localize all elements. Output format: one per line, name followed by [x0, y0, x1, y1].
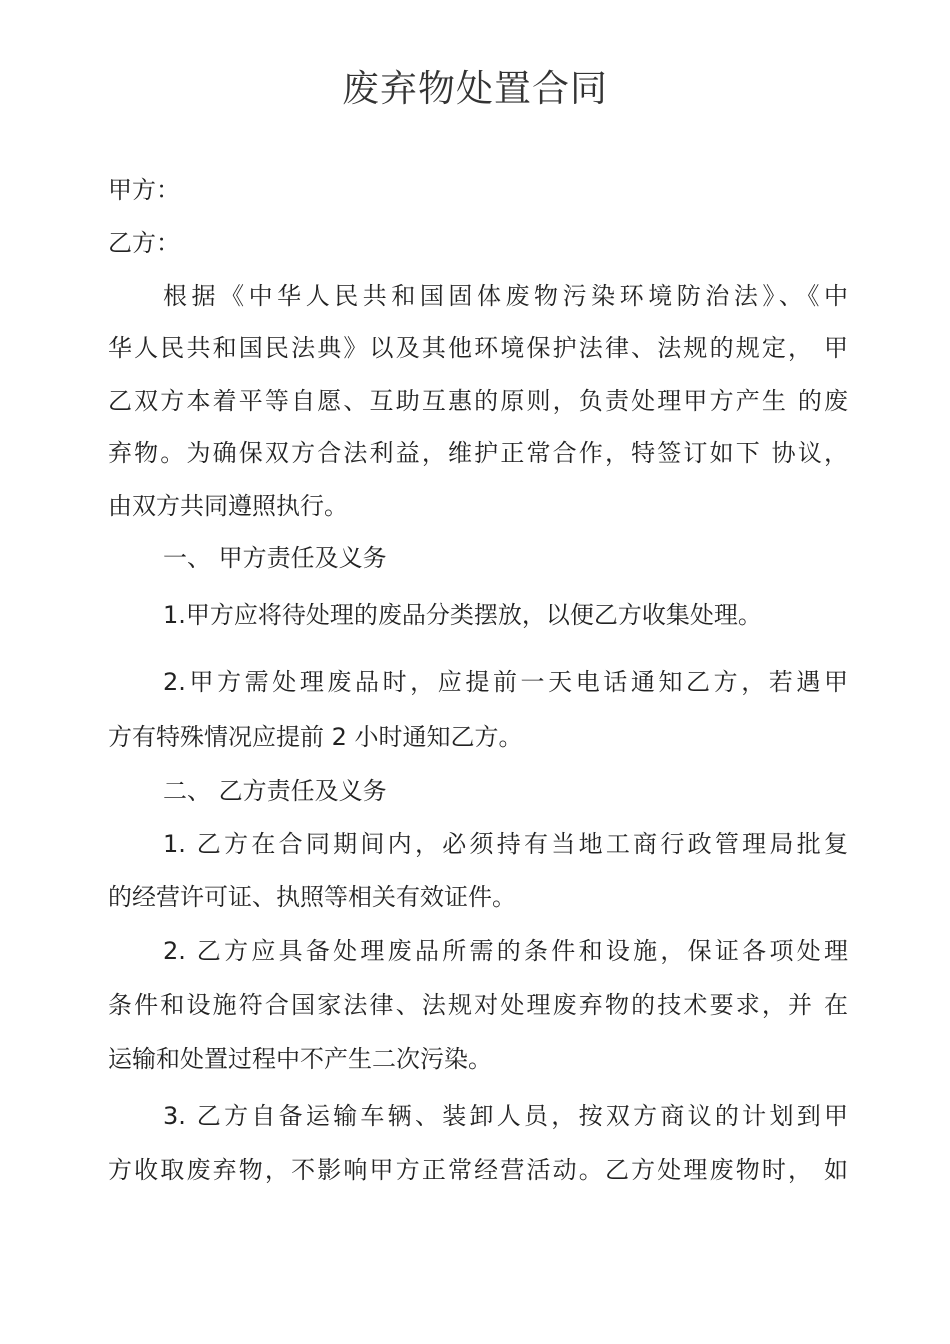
clause-line: 运输和处置过程中不产生二次污染。 [108, 1045, 492, 1073]
preamble-line: 华人民共和国民法典》以及其他环境保护法律、法规的规定， 甲 [108, 334, 848, 362]
preamble-line: 由双方共同遵照执行。 [108, 492, 348, 520]
preamble-line: 根据《中华人民共和国固体废物污染环境防治法》、《中 [163, 282, 848, 310]
clause-line: 2. 乙方应具备处理废品所需的条件和设施，保证各项处理 [163, 937, 848, 965]
preamble-line: 弃物。为确保双方合法利益，维护正常合作，特签订如下 协议， [108, 439, 848, 467]
section-heading: 二、 乙方责任及义务 [163, 777, 387, 805]
clause-line: 条件和设施符合国家法律、法规对处理废弃物的技术要求，并 在 [108, 991, 848, 1019]
clause-line: 1. 乙方在合同期间内，必须持有当地工商行政管理局批复 [163, 830, 848, 858]
clause-line: 的经营许可证、执照等相关有效证件。 [108, 883, 516, 911]
clause-line: 方有特殊情况应提前 2 小时通知乙方。 [108, 723, 523, 751]
document-title: 废弃物处置合同 [342, 67, 608, 110]
clause-line: 方收取废弃物，不影响甲方正常经营活动。乙方处理废物时， 如 [108, 1156, 848, 1184]
clause-line: 2.甲方需处理废品时，应提前一天电话通知乙方，若遇甲 [163, 668, 848, 696]
clause-line: 3. 乙方自备运输车辆、装卸人员，按双方商议的计划到甲 [163, 1102, 848, 1130]
party-b-label: 乙方： [108, 229, 180, 257]
party-a-label: 甲方： [108, 176, 180, 204]
section-heading: 一、 甲方责任及义务 [163, 544, 387, 572]
clause-line: 1.甲方应将待处理的废品分类摆放，以便乙方收集处理。 [163, 601, 762, 629]
preamble-line: 乙双方本着平等自愿、互助互惠的原则，负责处理甲方产生 的废 [108, 387, 848, 415]
